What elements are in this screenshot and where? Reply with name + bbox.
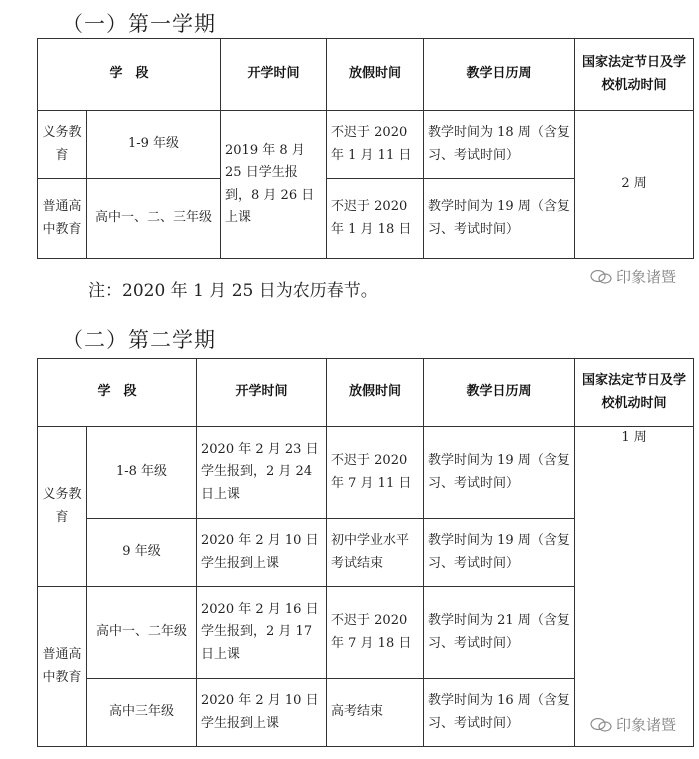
header-row xyxy=(38,39,694,111)
header-stage: 学 段 xyxy=(38,39,221,111)
header-national: 国家法定节日及学校机动时间 xyxy=(575,39,694,111)
table-row xyxy=(38,111,694,179)
start-date-cell: 2020 年 2 月 16 日学生报到，2 月 17 日上课 xyxy=(197,587,327,679)
holiday-cell: 不迟于 2020 年 1 月 11 日 xyxy=(327,111,424,179)
stage-compulsory: 义务教育 xyxy=(38,427,87,587)
wechat-icon xyxy=(590,718,612,732)
grade-cell: 高中三年级 xyxy=(87,679,197,747)
calendar-cell: 教学时间为 19 周（含复习、考试时间） xyxy=(424,179,575,259)
semester1-title: （一）第一学期 xyxy=(62,12,216,36)
national-holiday-cell: 1 周 xyxy=(575,427,694,747)
grade-cell: 1-9 年级 xyxy=(87,111,221,179)
holiday-cell: 不迟于 2020 年 7 月 18 日 xyxy=(327,587,424,679)
stage-compulsory: 义务教育 xyxy=(38,111,87,179)
calendar-cell: 教学时间为 16 周（含复习、考试时间） xyxy=(424,679,575,747)
calendar-cell: 教学时间为 18 周（含复习、考试时间） xyxy=(424,111,575,179)
holiday-cell: 不迟于 2020 年 7 月 11 日 xyxy=(327,427,424,519)
calendar-cell: 教学时间为 19 周（含复习、考试时间） xyxy=(424,427,575,519)
header-holiday: 放假时间 xyxy=(327,39,424,111)
wechat-icon xyxy=(590,270,612,284)
holiday-cell: 初中学业水平考试结束 xyxy=(327,519,424,587)
stage-senior: 普通高中教育 xyxy=(38,587,87,747)
watermark xyxy=(590,714,676,735)
header-calendar: 教学日历周 xyxy=(424,39,575,111)
grade-cell: 9 年级 xyxy=(87,519,197,587)
watermark-text: 印象诸暨 xyxy=(616,716,677,734)
watermark xyxy=(590,266,676,287)
grade-cell: 高中一、二年级 xyxy=(87,587,197,679)
holiday-cell: 不迟于 2020 年 1 月 18 日 xyxy=(327,179,424,259)
start-date-cell: 2020 年 2 月 10 日学生报到上课 xyxy=(197,519,327,587)
calendar-cell: 教学时间为 19 周（含复习、考试时间） xyxy=(424,519,575,587)
start-date-cell: 2020 年 2 月 10 日学生报到上课 xyxy=(197,679,327,747)
start-date-cell: 2019 年 8 月 25 日学生报到，8 月 26 日上课 xyxy=(221,111,327,259)
start-date-cell: 2020 年 2 月 23 日学生报到，2 月 24 日上课 xyxy=(197,427,327,519)
header-calendar: 教学日历周 xyxy=(424,359,575,427)
header-national: 国家法定节日及学校机动时间 xyxy=(575,359,694,427)
header-holiday: 放假时间 xyxy=(327,359,424,427)
grade-cell: 高中一、二、三年级 xyxy=(87,179,221,259)
stage-senior: 普通高中教育 xyxy=(38,179,87,259)
semester2-title: （二）第二学期 xyxy=(62,328,216,352)
national-holiday-cell: 2 周 xyxy=(575,111,694,259)
holiday-cell: 高考结束 xyxy=(327,679,424,747)
header-row xyxy=(38,359,694,427)
calendar-cell: 教学时间为 21 周（含复习、考试时间） xyxy=(424,587,575,679)
header-start: 开学时间 xyxy=(197,359,327,427)
note-text: 注：2020 年 1 月 25 日为农历春节。 xyxy=(88,281,378,301)
semester2-table xyxy=(37,358,694,747)
watermark-text: 印象诸暨 xyxy=(616,268,677,286)
table-row xyxy=(38,427,694,519)
semester1-table xyxy=(37,38,694,259)
header-start: 开学时间 xyxy=(221,39,327,111)
grade-cell: 1-8 年级 xyxy=(87,427,197,519)
header-stage: 学 段 xyxy=(38,359,197,427)
